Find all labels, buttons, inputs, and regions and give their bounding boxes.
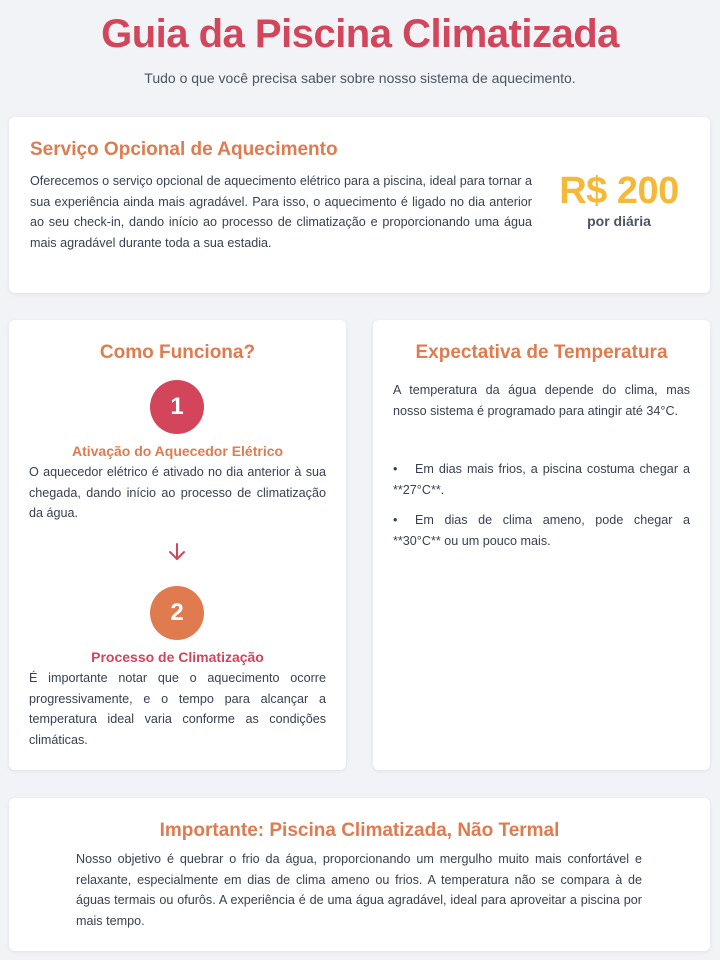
step-2-title: Processo de Climatização	[91, 649, 264, 665]
list-item	[393, 459, 690, 500]
price-box	[539, 169, 699, 229]
price-unit: por diária	[587, 213, 651, 229]
step-1-text: O aquecedor elétrico é ativado no dia anterior à sua chegada, dando início ao processo de climatização da água.	[29, 465, 326, 521]
how-it-works-title: Como Funciona?	[99, 342, 256, 363]
temperature-list	[393, 459, 690, 562]
list-item-text: Em dias mais frios, a piscina costuma chegar a **27°C**.	[393, 462, 690, 497]
page-subtitle: Tudo o que você precisa saber sobre nosso sistema de aquecimento.	[144, 70, 576, 86]
arrow-down-icon	[167, 542, 187, 562]
step-2-text: É importante notar que o aquecimento ocorre progressivamente, e o tempo para alcançar a temperatura ideal varia conforme as condições climáticas.	[29, 671, 326, 748]
temperature-card	[373, 320, 710, 770]
temperature-intro: A temperatura da água depende do clima, mas nosso sistema é programado para atingir até 34°C.	[393, 383, 690, 418]
bullet-icon: •	[393, 513, 398, 528]
important-notice-card	[9, 798, 710, 951]
important-text: Nosso objetivo é quebrar o frio da água, proporcionando um mergulho muito mais confortável e relaxante, especialmente em dias de clima ameno ou frios. A temperatura não se compara à de águas termais ou ofurôs. A experiência é de uma água agradável, ideal para aproveitar a piscina por mais tempo.	[76, 852, 642, 929]
page-title: Guia da Piscina Climatizada	[101, 12, 619, 56]
important-title: Importante: Piscina Climatizada, Não Termal	[159, 820, 560, 841]
how-it-works-card	[9, 320, 346, 770]
list-item-text: Em dias de clima ameno, pode chegar a **30°C** ou um pouco mais.	[393, 513, 690, 549]
bullet-icon: •	[393, 462, 398, 476]
service-title: Serviço Opcional de Aquecimento	[30, 139, 338, 160]
temperature-title: Expectativa de Temperatura	[415, 342, 668, 363]
page-header	[0, 0, 720, 86]
price-value: R$ 200	[559, 170, 679, 212]
step-2-badge: 2	[150, 586, 204, 640]
list-item	[393, 510, 690, 551]
step-1-badge: 1	[150, 380, 204, 434]
step-1-title: Ativação do Aquecedor Elétrico	[71, 443, 284, 459]
service-description: Oferecemos o serviço opcional de aquecimento elétrico para a piscina, ideal para tornar a sua experiência ainda mais agradável. Para isso, o aquecimento é ligado no dia anterior ao seu check-in, dando início ao processo de climatização e proporcionando uma água mais agradável durante toda a sua estadia.	[30, 174, 532, 251]
heating-service-card	[9, 117, 710, 293]
